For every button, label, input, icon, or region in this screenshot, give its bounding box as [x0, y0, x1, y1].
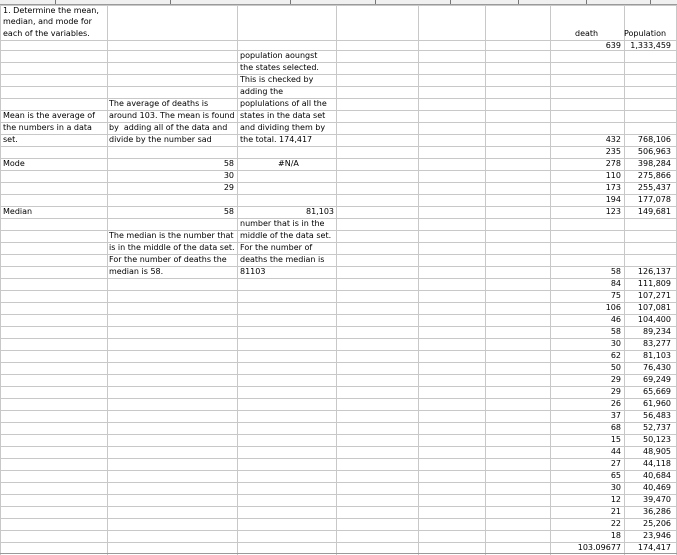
lower-row-death-value: 37 — [610, 411, 621, 420]
deaths-mean-note-4: divide by the number sad — [109, 135, 212, 144]
lower-row-death-value: 75 — [610, 291, 621, 300]
deaths-median-note-3: For the number of deaths the — [109, 255, 227, 264]
lower-row-population-value: 40,684 — [643, 471, 671, 480]
mean-label-1: Mean is the average of — [3, 111, 95, 120]
mean-label-3: set. — [3, 135, 18, 144]
lower-row-population-value: 107,271 — [637, 291, 671, 300]
lower-row-death-value: 27 — [610, 459, 621, 468]
lower-row-population-value: 23,946 — [643, 531, 671, 540]
pop-mean-note-6: states in the data set — [240, 111, 326, 120]
lower-row-population-value: 81,103 — [643, 351, 671, 360]
pop-median-note-2: middle of the data set. — [240, 231, 332, 240]
upper-row-death-value: 123 — [605, 207, 621, 216]
lower-row-death-value: 50 — [610, 363, 621, 372]
lower-row-population-value: 89,234 — [643, 327, 671, 336]
mode-value-1: 58 — [223, 159, 234, 168]
mode-value-3: 29 — [223, 183, 234, 192]
lower-row-death-value: 29 — [610, 375, 621, 384]
deaths-median-note-1: The median is the number that — [109, 231, 234, 240]
lower-row-death-value: 106 — [605, 303, 621, 312]
population-mean-total: 174,417 — [637, 543, 671, 552]
title-line-2: median, and mode for — [3, 17, 92, 26]
pop-mean-note-4: adding the — [240, 87, 284, 96]
death-value-first: 639 — [605, 41, 621, 50]
lower-row-death-value: 12 — [610, 495, 621, 504]
lower-row-death-value: 26 — [610, 399, 621, 408]
lower-row-population-value: 76,430 — [643, 363, 671, 372]
lower-row-population-value: 40,469 — [643, 483, 671, 492]
lower-row-population-value: 44,118 — [643, 459, 671, 468]
upper-row-population-value: 149,681 — [637, 207, 671, 216]
mean-label-2: the numbers in a data — [3, 123, 92, 132]
pop-mean-note-3: This is checked by — [240, 75, 314, 84]
pop-median-note-3: For the number of — [240, 243, 313, 252]
column-header-strip — [0, 0, 677, 5]
lower-row-population-value: 50,123 — [643, 435, 671, 444]
lower-row-death-value: 44 — [610, 447, 621, 456]
lower-row-population-value: 104,400 — [637, 315, 671, 324]
lower-row-population-value: 39,470 — [643, 495, 671, 504]
deaths-mean-note-2: around 103. The mean is found — [109, 111, 235, 120]
lower-row-death-value: 46 — [610, 315, 621, 324]
population-value-first: 1,333,459 — [630, 41, 671, 50]
lower-row-population-value: 61,960 — [643, 399, 671, 408]
lower-row-death-value: 21 — [610, 507, 621, 516]
lower-row-death-value: 18 — [610, 531, 621, 540]
median-label: Median — [3, 207, 33, 216]
deaths-mean-note-1: The average of deaths is — [109, 99, 209, 108]
upper-row-population-value: 768,106 — [637, 135, 671, 144]
pop-median-note-4: deaths the median is — [240, 255, 325, 264]
lower-row-death-value: 30 — [610, 339, 621, 348]
upper-row-population-value: 398,284 — [637, 159, 671, 168]
mode-label: Mode — [3, 159, 25, 168]
lower-row-population-value: 83,277 — [643, 339, 671, 348]
upper-row-death-value: 173 — [605, 183, 621, 192]
pop-mean-note-1: population aoungst — [240, 51, 318, 60]
upper-row-death-value: 432 — [605, 135, 621, 144]
lower-row-death-value: 15 — [610, 435, 621, 444]
lower-row-population-value: 69,249 — [643, 375, 671, 384]
upper-row-death-value: 194 — [605, 195, 621, 204]
lower-row-death-value: 84 — [610, 279, 621, 288]
upper-row-population-value: 506,963 — [637, 147, 671, 156]
lower-row-death-value: 58 — [610, 267, 621, 276]
lower-row-population-value: 36,286 — [643, 507, 671, 516]
death-header: death — [575, 29, 599, 38]
upper-row-population-value: 177,078 — [637, 195, 671, 204]
pop-mean-note-2: the states selected. — [240, 63, 319, 72]
lower-row-death-value: 68 — [610, 423, 621, 432]
death-mean-total: 103.09677 — [577, 543, 621, 552]
lower-row-death-value: 29 — [610, 387, 621, 396]
sheet-bottom-border — [0, 553, 677, 554]
upper-row-death-value: 110 — [605, 171, 621, 180]
upper-row-death-value: 235 — [605, 147, 621, 156]
upper-row-population-value: 255,437 — [637, 183, 671, 192]
title-line-3: each of the variables. — [3, 29, 90, 38]
lower-row-death-value: 22 — [610, 519, 621, 528]
deaths-median-note-2: is in the middle of the data set. — [109, 243, 235, 252]
upper-row-death-value: 278 — [605, 159, 621, 168]
pop-mean-note-8: the total. 174,417 — [240, 135, 313, 144]
pop-mean-note-7: and dividing them by — [240, 123, 326, 132]
lower-row-population-value: 25,206 — [643, 519, 671, 528]
deaths-median-note-4: median is 58. — [109, 267, 164, 276]
lower-row-population-value: 126,137 — [637, 267, 671, 276]
pop-mean-note-5: poplulations of all the — [240, 99, 327, 108]
lower-row-death-value: 62 — [610, 351, 621, 360]
title-line-1: 1. Determine the mean, — [3, 6, 99, 15]
mode-population-value: #N/A — [278, 159, 299, 168]
pop-median-note-1: number that is in the — [240, 219, 325, 228]
lower-row-population-value: 56,483 — [643, 411, 671, 420]
population-header: Population — [624, 29, 667, 38]
lower-row-death-value: 65 — [610, 471, 621, 480]
lower-row-population-value: 48,905 — [643, 447, 671, 456]
pop-median-note-5: 81103 — [240, 267, 266, 276]
upper-row-population-value: 275,866 — [637, 171, 671, 180]
median-population-value: 81,103 — [306, 207, 334, 216]
lower-row-population-value: 52,737 — [643, 423, 671, 432]
lower-row-population-value: 107,081 — [637, 303, 671, 312]
mode-value-2: 30 — [223, 171, 234, 180]
deaths-mean-note-3: by adding all of the data and — [109, 123, 228, 132]
lower-row-death-value: 58 — [610, 327, 621, 336]
lower-row-population-value: 111,809 — [637, 279, 671, 288]
lower-row-population-value: 65,669 — [643, 387, 671, 396]
lower-row-death-value: 30 — [610, 483, 621, 492]
median-deaths-value: 58 — [223, 207, 234, 216]
